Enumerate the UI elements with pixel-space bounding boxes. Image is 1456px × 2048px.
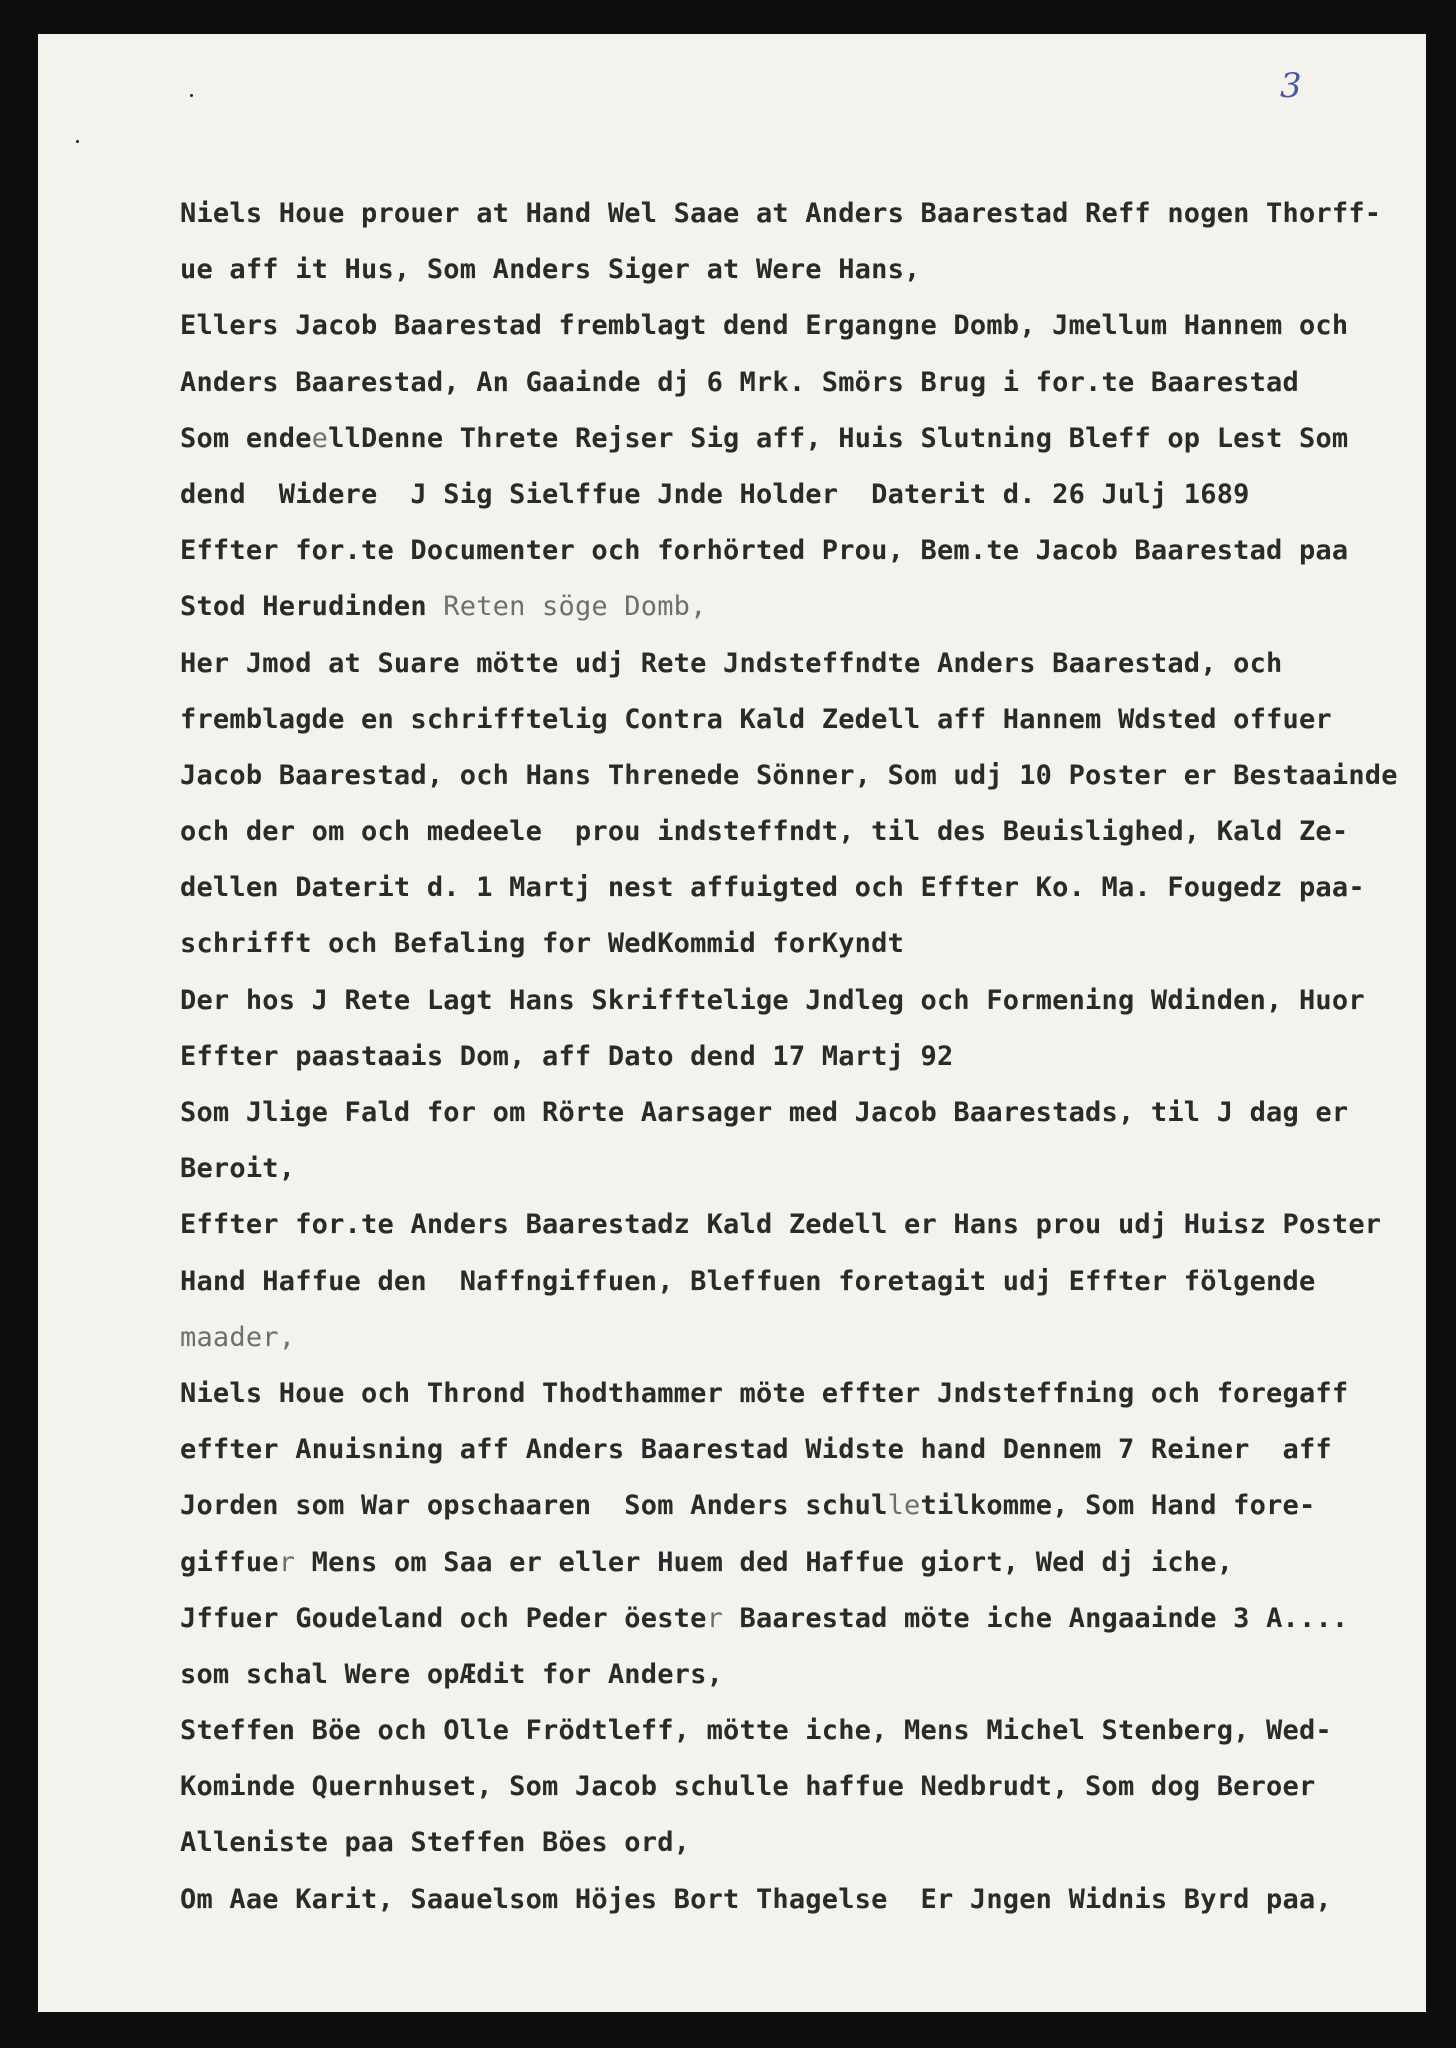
typed-transcript [180, 186, 1420, 1928]
text-segment: Baarestad möte iche Angaainde 3 A.... [723, 1602, 1349, 1634]
text-line [180, 1422, 1420, 1478]
text-segment: Anders Baarestad, An Gaainde dj 6 Mrk. Smörs Brug i for.te Baarestad [180, 366, 1299, 398]
text-segment: schrifft och Befaling for WedKommid forKyndt [180, 928, 905, 960]
text-segment: som schal Were opÆdit for Anders, [180, 1658, 724, 1690]
text-segment: effter Anuisning aff Anders Baarestad Widste hand Dennem 7 Reiner aff [180, 1434, 1332, 1466]
text-line [180, 523, 1420, 579]
text-line [180, 1478, 1420, 1534]
text-segment: Effter for.te Documenter och forhörted Prou, Bem.te Jacob Baarestad paa [180, 535, 1349, 567]
text-line [180, 1366, 1420, 1422]
text-segment: Mens om Saa er eller Huem ded Haffue giort, Wed dj iche, [295, 1546, 1234, 1578]
faint-text-segment: le [887, 1490, 921, 1522]
text-segment: dellen Daterit d. 1 Martj nest affuigted och Effter Ko. Ma. Fougedz paa- [180, 872, 1365, 904]
text-line [180, 1872, 1420, 1928]
text-line [180, 467, 1420, 523]
text-segment: Som ende [180, 422, 312, 454]
text-segment: Kominde Quernhuset, Som Jacob schulle haffue Nedbrudt, Som dog Beroer [180, 1771, 1316, 1803]
faint-text-segment: Reten söge Domb, [443, 591, 707, 623]
text-segment: tilkomme, Som Hand fore- [920, 1490, 1316, 1522]
text-line [180, 1535, 1420, 1591]
text-segment: Stod Herudinden [180, 591, 444, 623]
faint-text-segment: maader, [180, 1321, 296, 1353]
text-line [180, 860, 1420, 916]
text-segment: giffue [180, 1546, 279, 1578]
text-line [180, 1703, 1420, 1759]
text-segment: Alleniste paa Steffen Böes ord, [180, 1827, 691, 1859]
text-line [180, 973, 1420, 1029]
text-segment: Effter paastaais Dom, aff Dato dend 17 Martj 92 [180, 1040, 954, 1072]
text-segment: llDenne Threte Rejser Sig aff, Huis Slutning Bleff op Lest Som [328, 422, 1349, 454]
text-segment: och der om och medeele prou indsteffndt, til des Beuislighed, Kald Ze- [180, 816, 1349, 848]
text-line [180, 298, 1420, 354]
text-line [180, 1141, 1420, 1197]
text-segment: Effter for.te Anders Baarestadz Kald Zedell er Hans prou udj Huisz Poster [180, 1209, 1382, 1241]
text-line [180, 242, 1420, 298]
text-line [180, 1591, 1420, 1647]
text-line [180, 1647, 1420, 1703]
text-line [180, 636, 1420, 692]
text-segment: Steffen Böe och Olle Frödtleff, mötte iche, Mens Michel Stenberg, Wed- [180, 1715, 1332, 1747]
text-line [180, 748, 1420, 804]
text-line [180, 1254, 1420, 1310]
text-line [180, 186, 1420, 242]
text-segment: Ellers Jacob Baarestad fremblagt dend Ergangne Domb, Jmellum Hannem och [180, 310, 1349, 342]
paper-speck [76, 140, 79, 143]
text-line [180, 1815, 1420, 1871]
text-segment: Beroit, [180, 1153, 296, 1185]
text-line [180, 1759, 1420, 1815]
text-line [180, 355, 1420, 411]
page-number: 3 [1280, 66, 1302, 106]
text-segment: Om Aae Karit, Saauelsom Höjes Bort Thagelse Er Jngen Widnis Byrd paa, [180, 1883, 1332, 1915]
text-segment: Niels Houe och Thrond Thodthammer möte effter Jndsteffning och foregaff [180, 1377, 1349, 1409]
faint-text-segment: r [278, 1546, 296, 1578]
text-segment: Hand Haffue den Naffngiffuen, Bleffuen foretagit udj Effter fölgende [180, 1265, 1316, 1297]
text-segment: Jacob Baarestad, och Hans Threnede Sönner, Som udj 10 Poster er Bestaainde [180, 759, 1398, 791]
text-line [180, 1197, 1420, 1253]
text-segment: Der hos J Rete Lagt Hans Skrifftelige Jndleg och Formening Wdinden, Huor [180, 984, 1365, 1016]
text-segment: Niels Houe prouer at Hand Wel Saae at Anders Baarestad Reff nogen Thorff- [180, 198, 1382, 229]
text-line [180, 692, 1420, 748]
faint-text-segment: r [706, 1602, 724, 1634]
text-segment: ue aff it Hus, Som Anders Siger at Were Hans, [180, 254, 921, 286]
text-line [180, 1029, 1420, 1085]
text-segment: Som Jlige Fald for om Rörte Aarsager med Jacob Baarestads, til J dag er [180, 1097, 1349, 1128]
text-line [180, 579, 1420, 635]
text-line [180, 411, 1420, 467]
text-segment: Jorden som War opschaaren Som Anders schul [180, 1490, 888, 1522]
text-line [180, 1085, 1420, 1141]
text-line [180, 1310, 1420, 1366]
text-segment: fremblagde en schrifftelig Contra Kald Zedell aff Hannem Wdsted offuer [180, 703, 1332, 735]
text-line [180, 916, 1420, 972]
text-segment: dend Widere J Sig Sielffue Jnde Holder Daterit d. 26 Julj 1689 [180, 478, 1250, 510]
paper-speck [190, 94, 193, 97]
text-line [180, 804, 1420, 860]
text-segment: Jffuer Goudeland och Peder öeste [180, 1602, 707, 1634]
faint-text-segment: e [311, 422, 329, 454]
text-segment: Her Jmod at Suare mötte udj Rete Jndsteffndte Anders Baarestad, och [180, 647, 1283, 679]
